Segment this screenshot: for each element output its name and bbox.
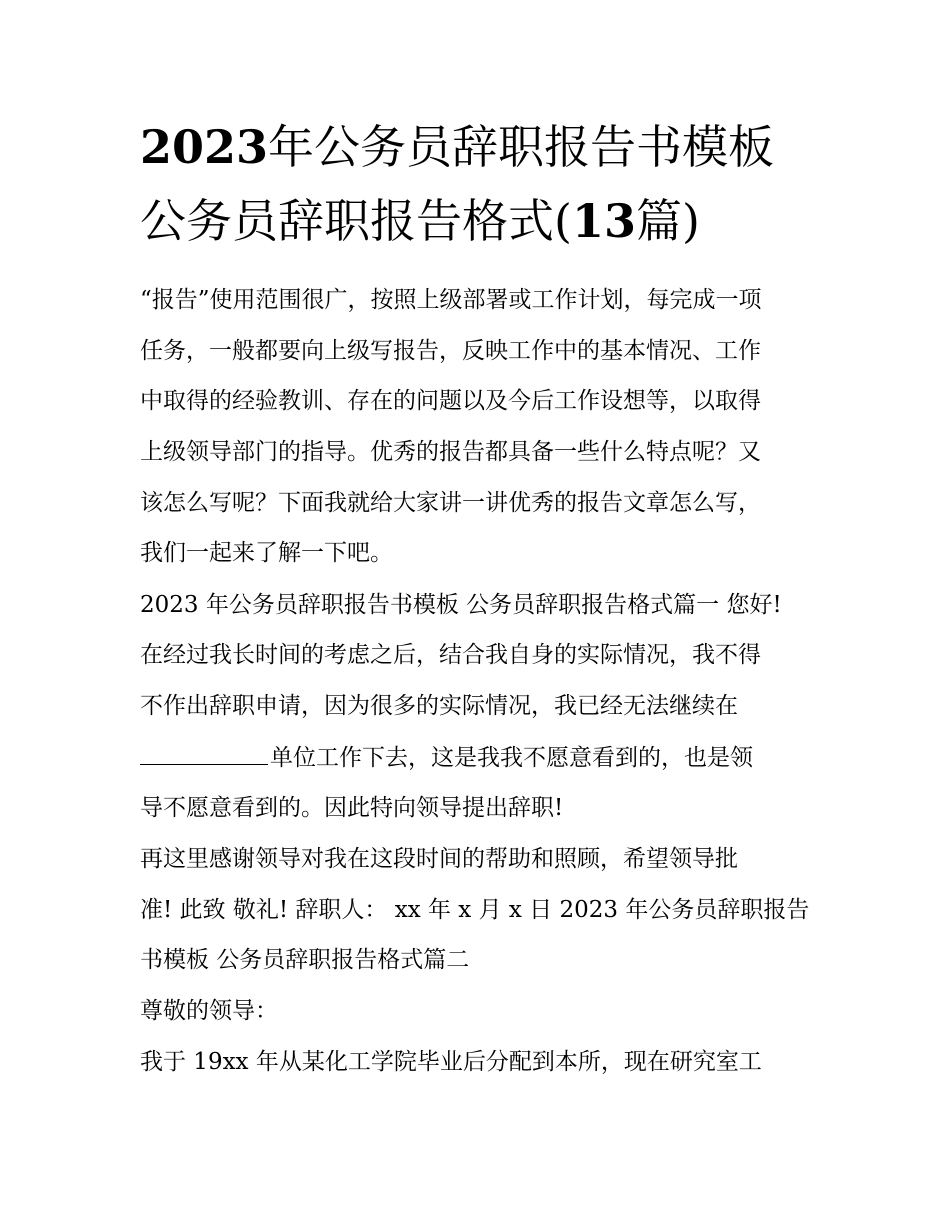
body-line: 我们一起来了解一下吧。 [140, 540, 393, 566]
body-line: 该怎么写呢？下面我就给大家讲一讲优秀的报告文章怎么写， [140, 490, 761, 516]
body-line-with-blank [140, 742, 820, 773]
title-text-3: 篇) [635, 194, 700, 248]
body-line: 中取得的经验教训、存在的问题以及今后工作设想等，以取得 [140, 388, 761, 414]
body-line: 2023 年公务员辞职报告书模板 公务员辞职报告格式篇一 您好! [140, 592, 782, 618]
body-line: 再这里感谢领导对我在这段时间的帮助和照顾，希望领导批 [140, 846, 738, 872]
title-text-1: 年公务员辞职报告书模板 [268, 120, 775, 174]
body-line: 在经过我长时间的考虑之后，结合我自身的实际情况，我不得 [140, 642, 761, 668]
document-title-line-1 [140, 120, 830, 174]
body-line: “报告”使用范围很广，按照上级部署或工作计划，每完成一项 [140, 287, 762, 313]
body-line-text: 单位工作下去，这是我我不愿意看到的，也是领 [270, 745, 753, 771]
fill-in-blank [140, 742, 268, 765]
document-title-line-2 [140, 194, 830, 248]
body-line: 上级领导部门的指导。优秀的报告都具备一些什么特点呢？又 [140, 439, 761, 465]
title-year: 2023 [140, 120, 269, 174]
body-line: 尊敬的领导： [140, 998, 278, 1024]
body-line: 导不愿意看到的。因此特向领导提出辞职! [140, 795, 564, 821]
body-line: 我于 19xx 年从某化工学院毕业后分配到本所，现在研究室工 [140, 1049, 762, 1075]
body-line: 书模板 公务员辞职报告格式篇二 [140, 947, 470, 973]
title-text-2: 公务员辞职报告格式( [140, 194, 572, 248]
body-line: 准! 此致 敬礼! 辞职人： xx 年 x 月 x 日 2023 年公务员辞职报告 [140, 897, 810, 923]
body-line: 不作出辞职申请，因为很多的实际情况，我已经无法继续在 [140, 693, 738, 719]
body-line: 任务，一般都要向上级写报告，反映工作中的基本情况、工作 [140, 338, 761, 364]
title-count: 13 [571, 194, 636, 248]
